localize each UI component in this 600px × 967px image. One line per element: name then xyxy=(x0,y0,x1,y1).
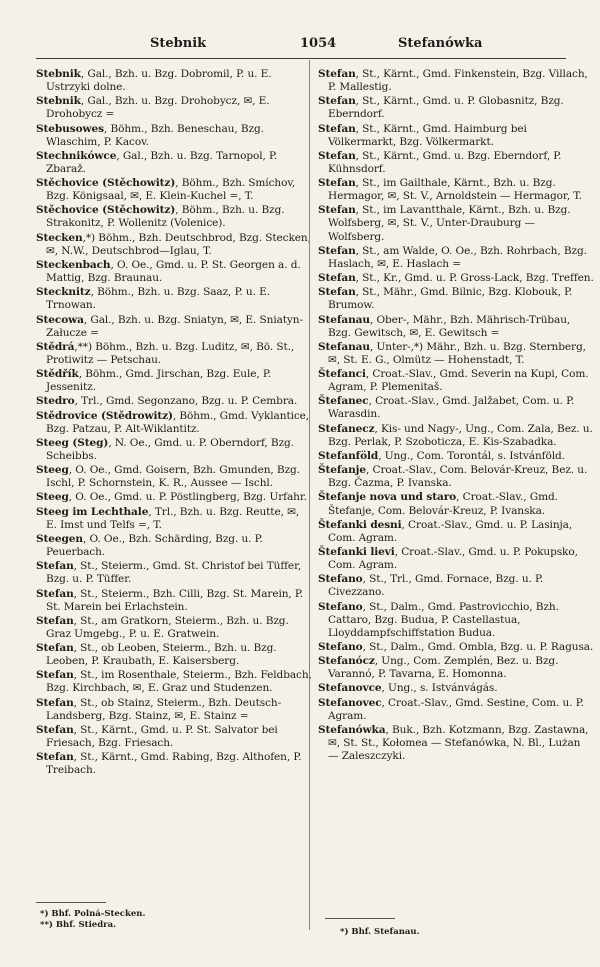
gazetteer-entry: Štefanki lievi, Croat.-Slav., Gmd. u. P. Pokupsko, Com. Agram. xyxy=(318,546,578,572)
column-divider xyxy=(309,60,310,930)
gazetteer-entry: Stefan, St., im Rosenthale, Steierm., Bzh. Feldbach, Bzg. Kirchbach, ✉, E. Graz und Studenzen. xyxy=(36,669,312,695)
gazetteer-entry: Stefanau, Ober-, Mähr., Bzh. Mährisch-Trübau, Bzg. Gewitsch, ✉, E. Gewitsch = xyxy=(318,313,571,339)
header-left-keyword: Stebnik xyxy=(150,36,207,51)
gazetteer-entry: Stefan, St., Kärnt., Gmd. u. P. St. Salvator bei Friesach, Bzg. Friesach. xyxy=(36,723,278,749)
gazetteer-entry: Stefano, St., Dalm., Gmd. Pastrovicchio, Bzh. Cattaro, Bzg. Budua, P. Castellastua, Lloyddampfschiffstation Budua. xyxy=(318,600,559,639)
gazetteer-entry: Stefanovec, Croat.-Slav., Gmd. Sestine, Com. u. P. Agram. xyxy=(318,696,584,722)
footnote: *) Bhf. Stefanau. xyxy=(340,927,420,937)
gazetteer-entry: Stedro, Trl., Gmd. Segonzano, Bzg. u. P. Cembra. xyxy=(36,395,298,408)
gazetteer-entry: Stechnikówce, Gal., Bzh. u. Bzg. Tarnopol, P. Zbaraž. xyxy=(36,149,278,175)
footnotes-right xyxy=(340,927,420,938)
header-rule xyxy=(36,58,566,59)
gazetteer-entry: Stědřík, Böhm., Gmd. Jirschan, Bzg. Eule, P. Jessenitz. xyxy=(36,368,272,394)
header-right-keyword: Stefanówka xyxy=(398,36,483,51)
gazetteer-entry: Steegen, O. Oe., Bzh. Schärding, Bzg. u. P. Peuerbach. xyxy=(36,532,263,559)
gazetteer-entry: Štefanje nova und staro, Croat.-Slav., Gmd. Štefanje, Com. Belovár-Kreuz, P. Ivanska. xyxy=(318,491,558,517)
footnote: *) Bhf. Polná-Stecken. xyxy=(40,909,146,919)
page-number: 1054 xyxy=(300,36,337,51)
gazetteer-entry: Steeg im Lechthale, Trl., Bzh. u. Bzg. Reutte, ✉, E. Imst und Telfs =, T. xyxy=(36,505,300,531)
gazetteer-entry: Stefan, St., im Gailthale, Kärnt., Bzh. u. Bzg. Hermagor, ✉, St. V., Arnoldstein — Hermagor, T. xyxy=(318,177,582,203)
gazetteer-entry: Steeg, O. Oe., Gmd. Goisern, Bzh. Gmunden, Bzg. Ischl, P. Schornstein, K. R., Aussee — Ischl. xyxy=(36,464,300,490)
gazetteer-entry: Stefano, St., Dalm., Gmd. Ombla, Bzg. u. P. Ragusa. xyxy=(318,640,594,653)
gazetteer-entry: Stefano, St., Trl., Gmd. Fornace, Bzg. u. P. Civezzano. xyxy=(318,573,544,599)
gazetteer-entry: Stefanecz, Kis- und Nagy-, Ung., Com. Zala, Bez. u. Bzg. Perlak, P. Szoboticza, E. Kis-Szabadka. xyxy=(318,422,593,448)
gazetteer-entry: Stebusowes, Böhm., Bzh. Beneschau, Bzg. Wlaschim, P. Kacov. xyxy=(36,122,264,148)
gazetteer-entry: Stecken,*) Böhm., Bzh. Deutschbrod, Bzg. Stecken, ✉, N.W., Deutschbrod—Iglau, T. xyxy=(36,231,311,257)
gazetteer-entry: Štefanci, Croat.-Slav., Gmd. Severin na Kupi, Com. Agram, P. Plemenitaš. xyxy=(318,368,589,394)
gazetteer-entry: Steeg, O. Oe., Gmd. u. P. Pöstlingberg, Bzg. Urfahr. xyxy=(36,491,307,504)
gazetteer-entry: Stefan, St., Steierm., Gmd. St. Christof bei Tüffer, Bzg. u. P. Tüffer. xyxy=(36,560,302,586)
gazetteer-entry: Stecknitz, Böhm., Bzh. u. Bzg. Saaz, P. u. E. Trnowan. xyxy=(36,286,270,312)
left-column xyxy=(36,68,312,779)
gazetteer-entry: Stefanówka, Buk., Bzh. Kotzmann, Bzg. Zastawna, ✉, St. St., Kołomea — Stefanówka, N. Bl., Lużan — Zaleszczyki. xyxy=(318,723,589,763)
gazetteer-entry: Stefan, St., am Walde, O. Oe., Bzh. Rohrbach, Bzg. Haslach, ✉, E. Haslach = xyxy=(318,244,587,270)
gazetteer-entry: Štefanje, Croat.-Slav., Com. Belovár-Kreuz, Bez. u. Bzg. Čazma, P. Ivanska. xyxy=(318,464,588,490)
gazetteer-entry: Stebnik, Gal., Bzh. u. Bzg. Dobromil, P. u. E. Ustrzyki dolne. xyxy=(36,68,272,94)
gazetteer-entry: Stefan, St., am Gratkorn, Steierm., Bzh. u. Bzg. Graz Umgebg., P. u. E. Gratwein. xyxy=(36,614,289,640)
gazetteer-entry: Steeg (Steg), N. Oe., Gmd. u. P. Oberndorf, Bzg. Scheibbs. xyxy=(36,436,294,462)
page-header xyxy=(0,36,600,56)
gazetteer-entry: Stefan, St., Kärnt., Gmd. Rabing, Bzg. Althofen, P. Treibach. xyxy=(36,751,302,777)
gazetteer-entry: Stědrovice (Stědrowitz), Böhm., Gmd. Vyklantice, Bzg. Patzau, P. Alt-Wiklantitz. xyxy=(36,409,310,435)
gazetteer-entry: Stefan, St., im Lavantthale, Kärnt., Bzh. u. Bzg. Wolfsberg, ✉, St. V., Unter-Drauburg — Wolfsberg. xyxy=(318,204,571,243)
gazetteer-entry: Stefan, St., Mähr., Gmd. Bilnic, Bzg. Klobouk, P. Brumow. xyxy=(318,286,573,312)
gazetteer-entry: Štefanec, Croat.-Slav., Gmd. Jalžabet, Com. u. P. Warasdin. xyxy=(318,395,575,421)
gazetteer-entry: Stefan, St., ob Leoben, Steierm., Bzh. u. Bzg. Leoben, P. Kraubath, E. Kaisersberg. xyxy=(36,642,277,668)
gazetteer-entry: Stefan, St., Kärnt., Gmd. Haimburg bei Völkermarkt, Bzg. Völkermarkt. xyxy=(318,122,527,148)
gazetteer-entry: Stefanföld, Ung., Com. Torontál, s. Istvánföld. xyxy=(318,449,565,462)
gazetteer-entry: Stefan, St., Kärnt., Gmd. Finkenstein, Bzg. Villach, P. Mallestig. xyxy=(318,68,588,94)
gazetteer-entry: Stefanócz, Ung., Com. Zemplén, Bez. u. Bzg. Varannó, P. Tavarna, E. Homonna. xyxy=(318,655,559,681)
gazetteer-entry: Stědrá,**) Böhm., Bzh. u. Bzg. Luditz, ✉, Bö. St., Protiwitz — Petschau. xyxy=(36,340,295,366)
gazetteer-entry: Stefan, St., Kr., Gmd. u. P. Gross-Lack, Bzg. Treffen. xyxy=(318,272,594,285)
gazetteer-entry: Stebnik, Gal., Bzh. u. Bzg. Drohobycz, ✉, E. Drohobycz = xyxy=(36,95,270,121)
gazetteer-entry: Stefan, St., Steierm., Bzh. Cilli, Bzg. St. Marein, P. St. Marein bei Erlachstein. xyxy=(36,587,304,613)
gazetteer-entry: Stecowa, Gal., Bzh. u. Bzg. Sniatyn, ✉, E. Sniatyn-Załucze = xyxy=(36,313,303,339)
footnotes-left xyxy=(40,909,145,931)
footnote: **) Bhf. Stiedra. xyxy=(40,920,117,930)
gazetteer-entry: Stěchovice (Stěchowitz), Böhm., Bzh. Smíchov, Bzg. Königsaal, ✉, E. Klein-Kuchel =, T. xyxy=(36,177,296,203)
gazetteer-entry: Štefanki desni, Croat.-Slav., Gmd. u. P. Lasinja, Com. Agram. xyxy=(318,518,573,544)
gazetteer-entry: Stefan, St., Kärnt., Gmd. u. Bzg. Eberndorf, P. Kühnsdorf. xyxy=(318,149,562,175)
right-column xyxy=(318,68,594,764)
gazetteer-entry: Stefan, St., ob Stainz, Steierm., Bzh. Deutsch-Landsberg, Bzg. Stainz, ✉, E. Stainz = xyxy=(36,696,282,722)
gazetteer-entry: Stefan, St., Kärnt., Gmd. u. P. Globasnitz, Bzg. Eberndorf. xyxy=(318,95,564,121)
footnote-rule-right xyxy=(325,918,395,919)
gazetteer-entry: Steckenbach, O. Oe., Gmd. u. P. St. Georgen a. d. Mattig, Bzg. Braunau. xyxy=(36,258,301,285)
gazetteer-entry: Stěchovice (Stěchowitz), Böhm., Bzh. u. Bzg. Strakonitz, P. Wollenitz (Volenice). xyxy=(36,204,285,230)
gazetteer-entry: Stefanovce, Ung., s. Istvánvágás. xyxy=(318,682,498,695)
gazetteer-entry: Stefanau, Unter-,*) Mähr., Bzh. u. Bzg. Sternberg, ✉, St. E. G., Olmütz — Hohenstadt, T. xyxy=(318,340,586,366)
footnote-rule-left xyxy=(36,902,106,903)
